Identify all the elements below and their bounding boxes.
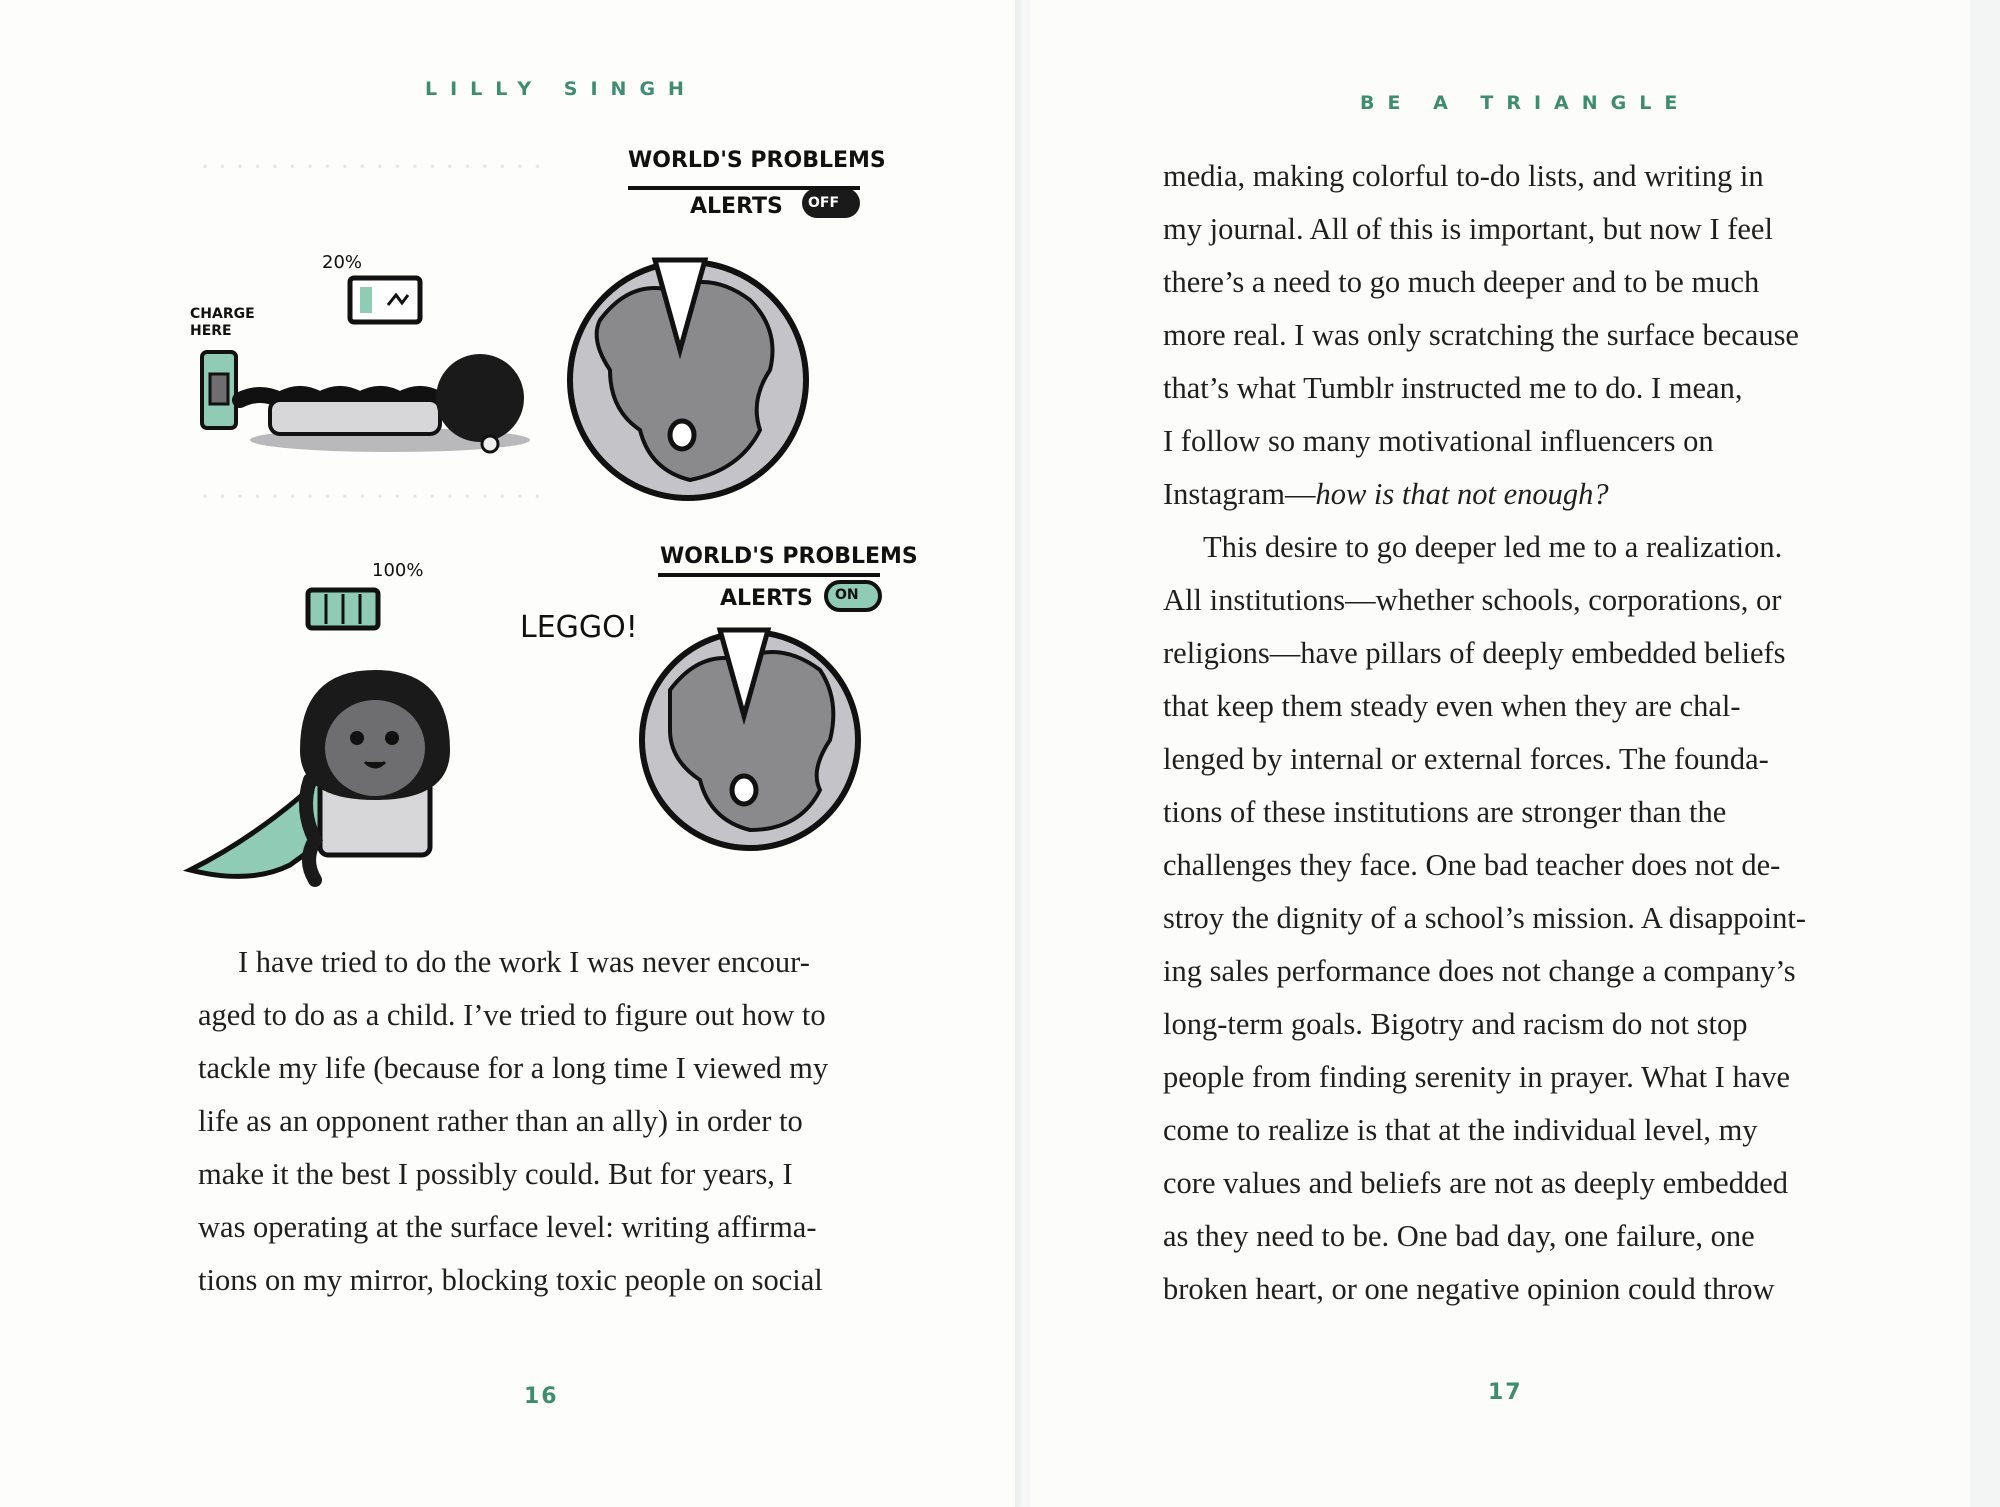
lying-figure <box>240 354 530 452</box>
text-line: that’s what Tumblr instructed me to do. I mean, <box>1163 371 1743 405</box>
text-line: life as an opponent rather than an ally) in order to <box>198 1104 803 1138</box>
body-text-right <box>1163 150 1833 1316</box>
text-segment: Instagram— <box>1163 477 1316 511</box>
text-line: core values and beliefs are not as deeply embedded <box>1163 1166 1788 1200</box>
text-line: stroy the dignity of a school’s mission. A disappoint- <box>1163 901 1807 935</box>
text-line: more real. I was only scratching the surface because <box>1163 318 1799 352</box>
italic-text: how is that not enough? <box>1315 477 1609 511</box>
globe-off-icon <box>570 260 806 498</box>
hero-figure <box>190 670 450 880</box>
show-through-text: · · · · · · · · · · · · · · · · · · · · <box>200 150 543 183</box>
right-page <box>1030 0 1970 1507</box>
toggle-off-label: OFF <box>808 195 840 211</box>
alerts-label-1: ALERTS <box>690 194 783 219</box>
text-line: I follow so many motivational influencers on <box>1163 424 1714 458</box>
text-line: All institutions—whether schools, corporations, or <box>1163 583 1782 617</box>
text-line: religions—have pillars of deeply embedded beliefs <box>1163 636 1786 670</box>
speech-text: LEGGO! <box>520 610 638 645</box>
globe-on-icon <box>642 630 858 848</box>
sign-title-2: WORLD'S PROBLEMS <box>660 544 918 569</box>
text-line <box>1163 468 1833 521</box>
text-line: come to realize is that at the individual level, my <box>1163 1113 1758 1147</box>
text-line: as they need to be. One bad day, one failure, one <box>1163 1219 1755 1253</box>
charge-here-label: CHARGE HERE <box>190 306 255 339</box>
text-line: was operating at the surface level: writing affirma- <box>198 1210 817 1244</box>
text-line: long-term goals. Bigotry and racism do not stop <box>1163 1007 1748 1041</box>
text-line: broken heart, or one negative opinion could throw <box>1163 1272 1775 1306</box>
body-text-left <box>198 936 878 1307</box>
running-head-left: LILLY SINGH <box>425 78 697 100</box>
text-line: lenged by internal or external forces. The founda- <box>1163 742 1769 776</box>
illustration <box>160 130 900 900</box>
text-line: aged to do as a child. I’ve tried to figure out how to <box>198 998 826 1032</box>
text-line: challenges they face. One bad teacher does not de- <box>1163 848 1781 882</box>
text-line: make it the best I possibly could. But for years, I <box>198 1157 793 1191</box>
battery-full-icon <box>308 590 378 628</box>
alerts-label-2: ALERTS <box>720 586 813 611</box>
text-line: media, making colorful to-do lists, and writing in <box>1163 159 1764 193</box>
page-number-left: 16 <box>524 1384 559 1409</box>
text-line: people from finding serenity in prayer. What I have <box>1163 1060 1791 1094</box>
show-through-text: · · · · · · · · · · · · · · · · · · · · <box>200 480 543 513</box>
text-line: tions of these institutions are stronger than the <box>1163 795 1727 829</box>
text-line: tions on my mirror, blocking toxic people on social <box>198 1263 823 1297</box>
battery-low-label: 20% <box>322 252 363 273</box>
battery-full-label: 100% <box>372 560 424 581</box>
text-line: my journal. All of this is important, but now I feel <box>1163 212 1773 246</box>
sign-title-1: WORLD'S PROBLEMS <box>628 148 886 173</box>
text-line: that keep them steady even when they are chal- <box>1163 689 1741 723</box>
text-line: tackle my life (because for a long time I viewed my <box>198 1051 829 1085</box>
wall-socket <box>202 352 236 428</box>
battery-low-icon <box>350 278 420 322</box>
text-line: ing sales performance does not change a company’s <box>1163 954 1796 988</box>
text-line: I have tried to do the work I was never encour- <box>238 945 810 979</box>
text-line: This desire to go deeper led me to a realization. <box>1203 530 1783 564</box>
running-head-right: BE A TRIANGLE <box>1360 92 1691 114</box>
page-number-right: 17 <box>1488 1380 1523 1405</box>
text-line: there’s a need to go much deeper and to be much <box>1163 265 1760 299</box>
toggle-on-label: ON <box>835 587 859 603</box>
